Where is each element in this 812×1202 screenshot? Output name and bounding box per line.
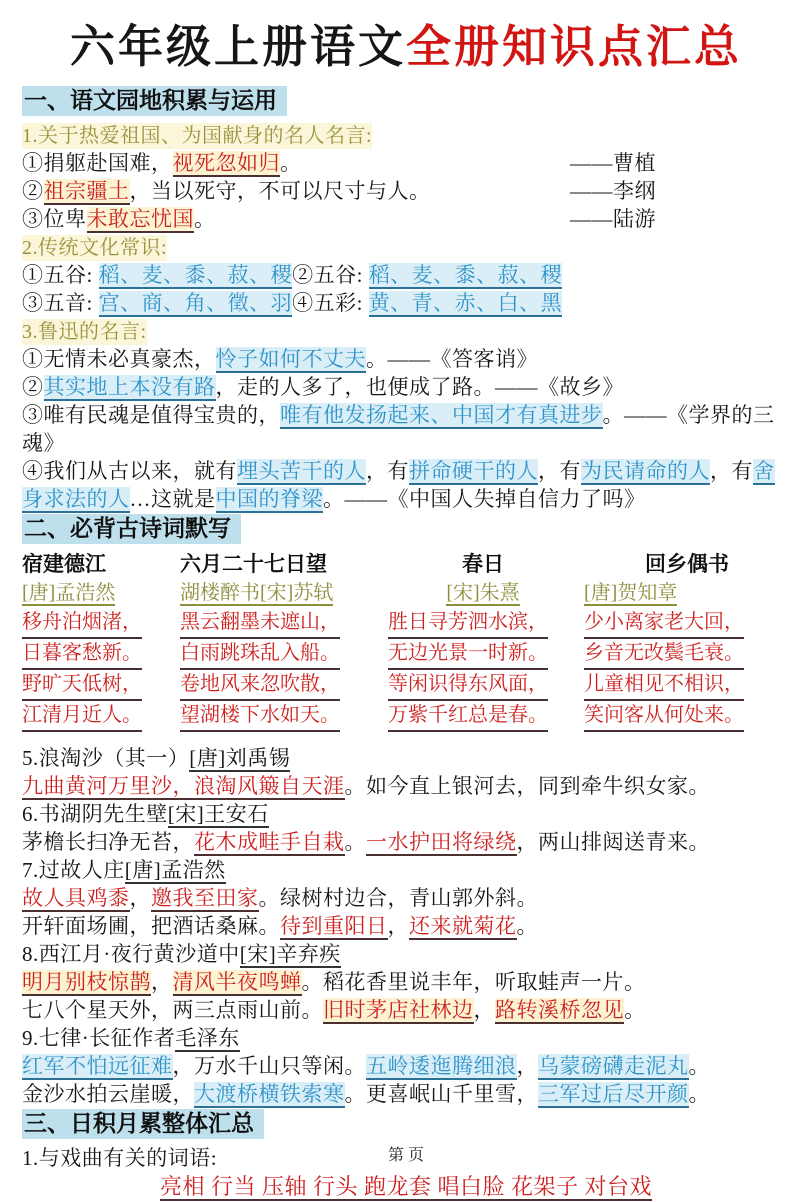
text-segment: ， <box>151 970 173 994</box>
text-segment: 。如今直上银河去，同到牵牛织女家。 <box>344 774 710 798</box>
poem-5-title <box>22 744 790 772</box>
text-segment: 。 <box>194 207 216 231</box>
poem-line-text: 黑云翻墨未遮山， <box>180 608 340 639</box>
section-1-header: 一、语文园地积累与运用 <box>22 86 287 116</box>
poem-column-3 <box>388 550 578 732</box>
red-segment: 一水护田将绿绕 <box>366 830 517 854</box>
author-text: [宋]朱熹 <box>446 582 520 604</box>
text-segment: ③位卑 <box>22 207 87 231</box>
poem-author <box>180 579 382 608</box>
text-segment: 6.书湖阴先生壁 <box>22 802 168 826</box>
poem-line-text: 无边光景一时新。 <box>388 639 548 670</box>
red-highlight-segment: 清风半夜鸣蝉 <box>172 970 302 994</box>
poem-9-body-1 <box>22 1052 790 1080</box>
red-segment: 待到重阳日 <box>280 914 388 938</box>
text-segment: ④我们从古以来，就有 <box>22 459 237 483</box>
poem-line-text: 少小离家老大回， <box>584 608 744 639</box>
text-segment: ， <box>387 914 409 938</box>
subheading-text: 1.关于热爱祖国、为国献身的名人名言: <box>22 125 373 147</box>
text-segment: 7.过故人庄 <box>22 858 125 882</box>
blue-segment: 五岭逶迤腾细浪 <box>366 1054 517 1078</box>
text-segment: ，两山排闼送青来。 <box>516 830 710 854</box>
poem-line-text: 等闲识得东风面， <box>388 670 548 701</box>
terms-line-1 <box>22 261 790 289</box>
luxun-quote-4 <box>22 457 790 513</box>
blue-segment: 其实地上本没有路 <box>43 375 216 399</box>
text-segment: 。——《中国人失掉自信力了吗》 <box>323 487 646 511</box>
text-segment: 。 <box>688 1082 710 1106</box>
poem-author-inline: [宋]辛弃疾 <box>239 942 341 966</box>
text-segment: 8.西江月·夜行黄沙道中 <box>22 942 240 966</box>
s1-subheading-2 <box>22 233 790 261</box>
poem-6-body <box>22 828 790 856</box>
text-segment: ，万水千山只等闲。 <box>172 1054 366 1078</box>
poem-7-body-1 <box>22 884 790 912</box>
text-segment: 金沙水拍云崖暖， <box>22 1082 194 1106</box>
luxun-quote-3 <box>22 401 790 457</box>
poem-8-body-1 <box>22 968 790 996</box>
poem-8-body-2 <box>22 996 790 1024</box>
text-segment: 。绿树村边合，青山郭外斜。 <box>258 886 538 910</box>
text-segment: 。稻花香里说丰年，听取蛙声一片。 <box>301 970 646 994</box>
poem-column-1 <box>22 550 174 732</box>
s1-subheading-1 <box>22 121 790 149</box>
red-segment: 邀我至田家 <box>151 886 259 910</box>
poem-column-4 <box>584 550 790 732</box>
terms-line-2 <box>22 289 790 317</box>
poem-author-inline: [唐]孟浩然 <box>124 858 226 882</box>
subheading-text: 1.与戏曲有关的词语: <box>22 1146 218 1170</box>
poem-line <box>584 608 790 639</box>
poem-line <box>22 608 174 639</box>
quote-attribution: ——曹植 <box>570 151 656 175</box>
section-1 <box>22 86 790 120</box>
text-segment: 。——《答客诮》 <box>366 347 538 371</box>
poem-title: 六月二十七日望 <box>180 552 327 576</box>
text-segment: 。 <box>688 1054 710 1078</box>
text-segment: 茅檐长扫净无苔， <box>22 830 194 854</box>
poem-author-inline: [宋]王安石 <box>167 802 269 826</box>
red-segment: 花木成畦手自栽 <box>194 830 345 854</box>
red-segment: 亮相 行当 压轴 行头 跑龙套 唱白脸 花架子 对台戏 <box>159 1174 652 1199</box>
poem-author-inline: 毛泽东 <box>175 1026 240 1050</box>
poem-title: 春日 <box>462 552 504 576</box>
text-segment: ②五谷: <box>292 263 369 287</box>
poem-line-text: 笑问客从何处来。 <box>584 701 744 732</box>
opera-words-line <box>22 1172 790 1202</box>
subheading-text: 3.鲁迅的名言: <box>22 321 147 343</box>
text-segment: ② <box>22 179 44 203</box>
blue-segment: 红军不怕远征难 <box>22 1054 173 1078</box>
poem-line-text: 野旷天低树， <box>22 670 142 701</box>
text-segment: ，走的人多了，也便成了路。——《故乡》 <box>215 375 624 399</box>
text-segment: ③五音: <box>22 291 99 315</box>
quote-attribution: ——李纲 <box>570 179 656 203</box>
blue-segment: 为民请命的人 <box>581 459 710 483</box>
blue-segment: 大渡桥横铁索寒 <box>194 1082 345 1106</box>
blue-segment: 埋头苦干的人 <box>237 459 366 483</box>
luxun-quote-1 <box>22 345 790 373</box>
text-segment: ② <box>22 375 44 399</box>
poem-line <box>180 670 382 701</box>
quote-text <box>22 177 570 205</box>
blue-segment: 乌蒙磅礴走泥丸 <box>538 1054 689 1078</box>
poem-line-text: 白雨跳珠乱入船。 <box>180 639 340 670</box>
page-footer: 第 页 <box>387 1147 424 1164</box>
poem-line <box>180 608 382 639</box>
text-segment: …这就是 <box>129 487 216 511</box>
author-text: [唐]贺知章 <box>584 582 678 604</box>
text-segment: ①五谷: <box>22 263 99 287</box>
red-highlight-segment: 路转溪桥忽见 <box>495 998 624 1022</box>
page-title <box>22 16 790 78</box>
text-segment: ，有 <box>538 459 581 483</box>
blue-segment: 稻、麦、黍、菽、稷 <box>368 263 563 287</box>
title-black: 六年级上册语文 <box>69 21 406 72</box>
quote-line-3 <box>22 205 790 233</box>
subheading-text: 2.传统文化常识: <box>22 237 168 259</box>
luxun-quote-2 <box>22 373 790 401</box>
text-segment: ， <box>473 998 495 1022</box>
text-segment: 。更喜岷山千里雪， <box>344 1082 538 1106</box>
text-segment: ，当以死守，不可以尺寸与人。 <box>129 179 431 203</box>
text-segment: ③唯有民魂是值得宝贵的， <box>22 403 280 427</box>
s1-subheading-3 <box>22 317 790 345</box>
poem-line-text: 望湖楼下水如天。 <box>180 701 340 732</box>
text-segment: ①无情未必真豪杰， <box>22 347 216 371</box>
red-segment: 还来就菊花 <box>409 914 517 938</box>
blue-segment: 唯有他发扬起来、中国才有真进步 <box>280 403 603 427</box>
poem-line-text: 移舟泊烟渚， <box>22 608 142 639</box>
poem-title: 宿建德江 <box>22 552 106 576</box>
text-segment: ④五彩: <box>292 291 369 315</box>
poem-line <box>584 701 790 732</box>
quote-text <box>22 149 570 177</box>
poem-line-text: 乡音无改鬓毛衰。 <box>584 639 744 670</box>
poem-title: 回乡偶书 <box>645 552 729 576</box>
blue-segment: 舍身求法的人 <box>22 459 775 511</box>
poem-line-text: 卷地风来忽吹散， <box>180 670 340 701</box>
poem-author <box>22 579 174 608</box>
poem-author <box>584 579 790 608</box>
red-segment: 故人具鸡黍 <box>22 886 130 910</box>
section-2-header: 二、必背古诗词默写 <box>22 514 241 544</box>
poem-7-body-2 <box>22 912 790 940</box>
quote-line-1 <box>22 149 790 177</box>
section-2 <box>22 514 790 548</box>
blue-segment: 宫、商、角、徵、羽 <box>98 291 293 315</box>
poem-line-text: 日暮客愁新。 <box>22 639 142 670</box>
section-3-header: 三、日积月累整体汇总 <box>22 1109 264 1139</box>
author-text: [唐]孟浩然 <box>22 582 116 604</box>
poem-line <box>388 670 578 701</box>
poem-line <box>22 670 174 701</box>
text-segment: 。 <box>624 998 646 1022</box>
blue-segment: 拼命硬干的人 <box>409 459 538 483</box>
title-red: 全册知识点汇总 <box>406 21 743 72</box>
author-text: 湖楼醉书[宋]苏轼 <box>180 582 334 604</box>
blue-segment: 黄、青、赤、白、黑 <box>368 291 563 315</box>
poem-column-2 <box>180 550 382 732</box>
poem-author <box>388 579 578 608</box>
poem-9-title <box>22 1024 790 1052</box>
red-highlight-segment: 明月别枝惊鹊 <box>22 970 151 994</box>
poem-line <box>388 608 578 639</box>
poem-7-title <box>22 856 790 884</box>
poem-6-title <box>22 800 790 828</box>
section-3 <box>22 1109 790 1143</box>
poem-line <box>180 639 382 670</box>
text-segment: ，有 <box>710 459 753 483</box>
poem-line <box>388 701 578 732</box>
text-segment: 。 <box>280 151 302 175</box>
poem-8-title <box>22 940 790 968</box>
blue-segment: 稻、麦、黍、菽、稷 <box>98 263 293 287</box>
red-highlight-segment: 祖宗疆土 <box>43 179 130 203</box>
quote-text <box>22 205 570 233</box>
poem-line <box>388 639 578 670</box>
red-segment: 浪淘风簸自天涯 <box>194 774 345 798</box>
text-segment: 七八个星天外，两三点雨山前。 <box>22 998 323 1022</box>
quote-attribution: ——陆游 <box>570 207 656 231</box>
red-highlight-segment: 未敢忘忧国 <box>86 207 194 231</box>
poem-line-text: 江清月近人。 <box>22 701 142 732</box>
blue-segment: 中国的脊梁 <box>215 487 323 511</box>
poem-line <box>180 701 382 732</box>
poem-9-body-2 <box>22 1080 790 1108</box>
poem-line-text: 儿童相见不相识， <box>584 670 744 701</box>
text-segment: ①捐躯赴国难， <box>22 151 173 175</box>
text-segment: 。 <box>516 914 538 938</box>
text-segment: 5.浪淘沙（其一） <box>22 746 190 770</box>
red-segment: 九曲黄河万里沙， <box>22 774 194 798</box>
blue-segment: 三军过后尽开颜 <box>538 1082 689 1106</box>
text-segment: 9.七律·长征作者 <box>22 1026 176 1050</box>
poem-author-inline: [唐]刘禹锡 <box>189 746 291 770</box>
quote-line-2 <box>22 177 790 205</box>
text-segment: 。——《学界的三魂》 <box>22 403 775 455</box>
poem-line-text: 万紫千红总是春。 <box>388 701 548 732</box>
red-highlight-segment: 旧时茅店社林边 <box>323 998 474 1022</box>
poem-line <box>22 701 174 732</box>
poem-line <box>22 639 174 670</box>
text-segment: 。 <box>344 830 366 854</box>
poem-line <box>584 670 790 701</box>
poems-table <box>22 550 790 732</box>
text-segment: 开轩面场圃，把酒话桑麻。 <box>22 914 280 938</box>
red-highlight-segment: 视死忽如归 <box>172 151 280 175</box>
text-segment: ，有 <box>366 459 409 483</box>
poem-5-body <box>22 772 790 800</box>
text-segment: ， <box>129 886 151 910</box>
poem-line <box>584 639 790 670</box>
text-segment: ， <box>516 1054 538 1078</box>
poem-line-text: 胜日寻芳泗水滨， <box>388 608 548 639</box>
blue-segment: 怜子如何不丈夫 <box>215 347 366 371</box>
